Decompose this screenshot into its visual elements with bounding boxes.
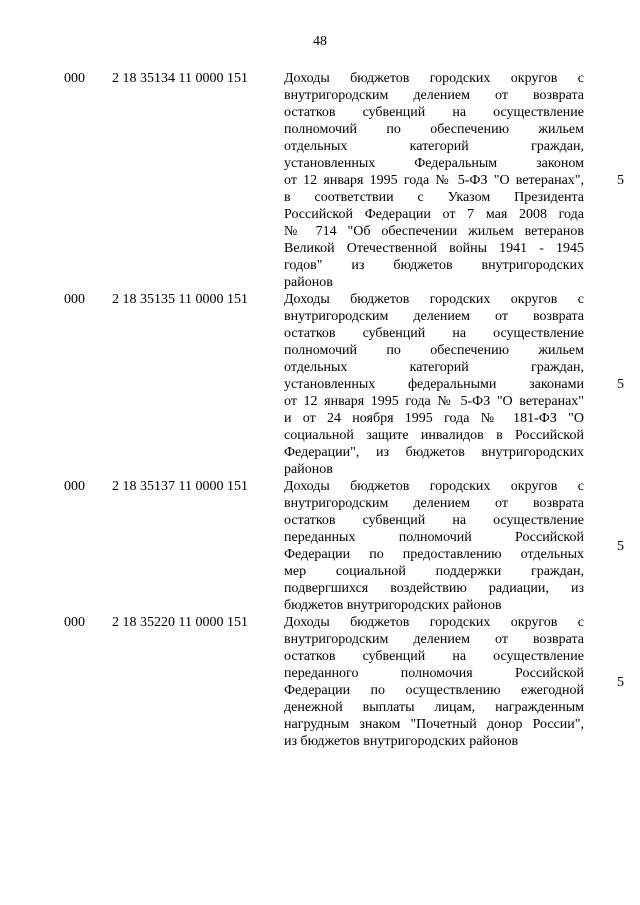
name-line: полномочий по обеспечению жильем: [284, 343, 584, 358]
norm-cell: 5: [617, 538, 624, 554]
name-line: переданных полномочий Российской: [284, 530, 584, 545]
name-line: от 12 января 1995 года № 5-ФЗ "О ветеранах": [284, 394, 584, 409]
norm-cell: 5: [617, 173, 624, 188]
name-line: Доходы бюджетов городских округов с: [284, 479, 584, 494]
table-row: [64, 614, 624, 750]
norm-cell: 5: [617, 674, 624, 690]
revenue-name-cell: [284, 614, 584, 750]
name-line: остатков субвенций на осуществление: [284, 326, 584, 341]
name-line: нагрудным знаком "Почетный донор России",: [284, 717, 584, 732]
revenue-name-cell: [284, 291, 584, 478]
page-number: 48: [313, 34, 327, 49]
table-row: [64, 70, 624, 291]
table-row: [64, 291, 624, 478]
name-line: переданного полномочия Российской: [284, 666, 584, 681]
budget-code-cell: 2 18 35220 11 0000 151: [112, 615, 248, 630]
admin-code-cell: 000: [64, 479, 85, 494]
name-line: остатков субвенций на осуществление: [284, 649, 584, 664]
name-line: от 12 января 1995 года № 5-ФЗ "О ветеранах",: [284, 173, 584, 188]
name-line: отдельных категорий граждан,: [284, 360, 584, 375]
name-line: Доходы бюджетов городских округов с: [284, 615, 584, 630]
name-line: Российской Федерации от 7 мая 2008 года: [284, 207, 584, 222]
name-line: районов: [284, 462, 333, 477]
name-line: денежной выплаты лицам, награжденным: [284, 700, 584, 715]
admin-code-cell: 000: [64, 292, 85, 307]
name-line: Федерации по предоставлению отдельных: [284, 547, 584, 562]
name-line: Доходы бюджетов городских округов с: [284, 71, 584, 86]
name-line: социальной защите инвалидов в Российской: [284, 428, 584, 443]
name-line: Доходы бюджетов городских округов с: [284, 292, 584, 307]
name-line: установленных федеральными законами: [284, 377, 584, 392]
name-line: отдельных категорий граждан,: [284, 139, 584, 154]
name-line: районов: [284, 275, 333, 290]
name-line: остатков субвенций на осуществление: [284, 105, 584, 120]
name-line: внутригородским делением от возврата: [284, 88, 584, 103]
revenue-name-cell: [284, 478, 584, 614]
name-line: и от 24 ноября 1995 года № 181-ФЗ "О: [284, 411, 584, 426]
name-line: № 714 "Об обеспечении жильем ветеранов: [284, 224, 584, 239]
name-line: внутригородским делением от возврата: [284, 309, 584, 324]
name-line: Федерации", из бюджетов внутригородских: [284, 445, 584, 460]
name-line: полномочий по обеспечению жильем: [284, 122, 584, 137]
name-line: Федерации по осуществлению ежегодной: [284, 683, 584, 698]
table-row: [64, 478, 624, 614]
name-line: в соответствии с Указом Президента: [284, 190, 584, 205]
admin-code-cell: 000: [64, 71, 85, 86]
budget-code-cell: 2 18 35134 11 0000 151: [112, 71, 248, 86]
revenue-name-cell: [284, 70, 584, 291]
admin-code-cell: 000: [64, 615, 85, 630]
budget-code-cell: 2 18 35135 11 0000 151: [112, 292, 248, 307]
revenue-table: [64, 70, 624, 750]
name-line: из бюджетов внутригородских районов: [284, 734, 519, 749]
name-line: мер социальной поддержки граждан,: [284, 564, 584, 579]
name-line: Великой Отечественной войны 1941 - 1945: [284, 241, 584, 256]
name-line: установленных Федеральным законом: [284, 156, 584, 171]
name-line: бюджетов внутригородских районов: [284, 598, 502, 613]
budget-code-cell: 2 18 35137 11 0000 151: [112, 479, 248, 494]
norm-cell: 5: [617, 377, 624, 392]
name-line: внутригородским делением от возврата: [284, 632, 584, 647]
name-line: остатков субвенций на осуществление: [284, 513, 584, 528]
name-line: внутригородским делением от возврата: [284, 496, 584, 511]
name-line: годов" из бюджетов внутригородских: [284, 258, 584, 273]
name-line: подвергшихся воздействию радиации, из: [284, 581, 584, 596]
